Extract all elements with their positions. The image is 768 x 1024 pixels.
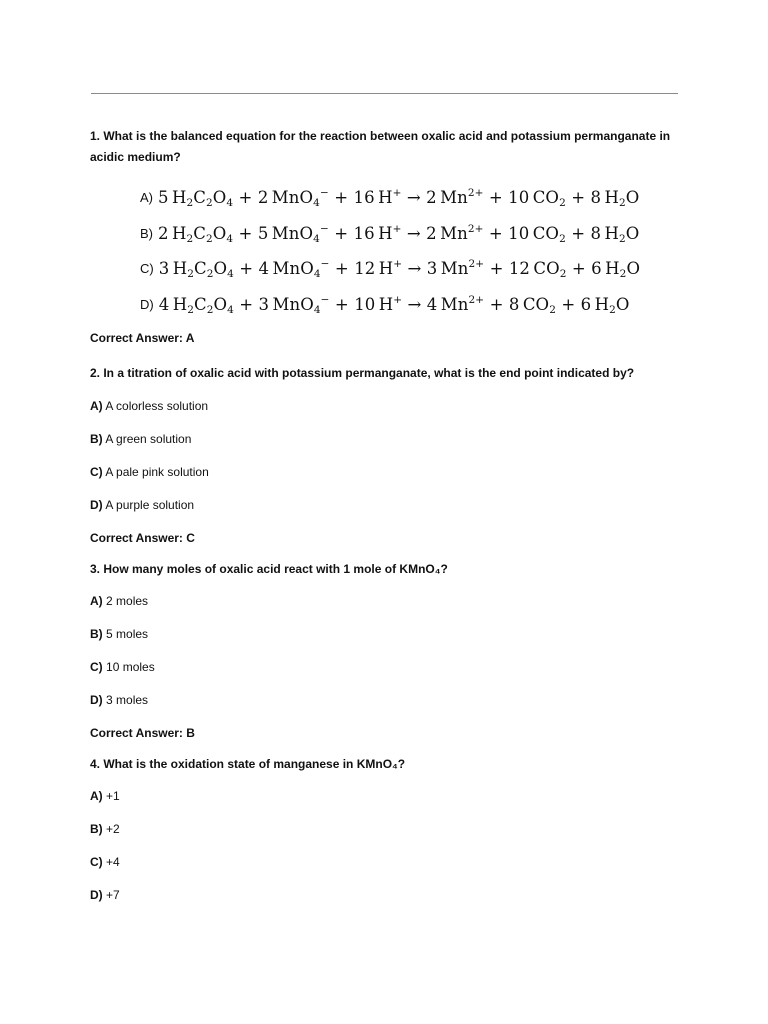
option-text: +7 xyxy=(106,888,120,902)
option-letter: B) xyxy=(90,822,103,836)
option-letter: C) xyxy=(90,855,103,869)
option-letter: C) xyxy=(90,465,103,479)
equation: 2 $H_2C_2O_4 + 5$ MnO$_4$− + 16 H+ → 2 $Mn^{2+} + 10$ $CO_2 + 8$ $H_2O$ xyxy=(158,222,640,245)
question-1-answer: Correct Answer: A xyxy=(90,331,195,345)
option-text: +2 xyxy=(106,822,120,836)
question-2-option-c xyxy=(90,464,682,480)
question-3-option-a xyxy=(90,593,682,609)
question-1-options xyxy=(140,180,682,322)
question-2-answer: Correct Answer: C xyxy=(90,531,195,545)
option-letter: B) xyxy=(140,225,153,241)
equation: 3 $H_2C_2O_4 + 4$ MnO$_4$− + 12 H+ → 3 $Mn^{2+} + 12$ $CO_2 + 6$ $H_2O$ xyxy=(158,258,641,281)
horizontal-rule xyxy=(91,93,678,94)
question-1-option-c xyxy=(140,251,682,287)
question-4-option-d xyxy=(90,887,682,903)
option-text: +4 xyxy=(106,855,120,869)
question-2-option-d xyxy=(90,497,682,513)
option-text: A pale pink solution xyxy=(105,465,209,479)
question-1-option-a xyxy=(140,180,682,216)
option-text: A green solution xyxy=(105,432,192,446)
option-text: +1 xyxy=(106,789,120,803)
quiz-content xyxy=(90,126,682,903)
option-letter: A) xyxy=(90,789,103,803)
option-letter: C) xyxy=(90,660,103,674)
option-text: 2 moles xyxy=(106,594,149,608)
question-3: 3. How many moles of oxalic acid react with 1 mole of KMnO₄? xyxy=(90,562,448,576)
option-letter: D) xyxy=(90,498,103,512)
equation: 4 $H_2C_2O_4 + 3$ MnO$_4$− + 10 H+ → 4 $Mn^{2+} + 8$ $CO_2 + 6$ $H_2O$ xyxy=(158,293,630,316)
option-text: A purple solution xyxy=(105,498,195,512)
option-text: 10 moles xyxy=(106,660,155,674)
question-3-option-d xyxy=(90,692,682,708)
option-letter: B) xyxy=(90,627,103,641)
question-2: 2. In a titration of oxalic acid with potassium permanganate, what is the end point indicated by? xyxy=(90,366,635,380)
option-text: A colorless solution xyxy=(105,399,209,413)
question-2-option-b xyxy=(90,431,682,447)
option-letter: A) xyxy=(90,594,103,608)
question-4-option-c xyxy=(90,854,682,870)
option-letter: B) xyxy=(90,432,103,446)
option-text: 3 moles xyxy=(106,693,149,707)
option-letter: D) xyxy=(90,693,103,707)
equation: 5 $H_2C_2O_4 + 2$ MnO$_4$− + 16 H+ → 2 $Mn^{2+} + 10$ $CO_2 + 8$ $H_2O$ xyxy=(158,187,640,210)
option-letter: A) xyxy=(90,399,103,413)
question-1-option-b xyxy=(140,216,682,252)
option-letter: D) xyxy=(140,296,154,312)
question-4: 4. What is the oxidation state of manganese in KMnO₄? xyxy=(90,757,406,771)
question-3-option-c xyxy=(90,659,682,675)
question-3-answer: Correct Answer: B xyxy=(90,726,195,740)
question-4-option-a xyxy=(90,788,682,804)
option-letter: C) xyxy=(140,261,154,277)
question-4-option-b xyxy=(90,821,682,837)
equation-text-store xyxy=(90,903,91,904)
question-1: 1. What is the balanced equation for the reaction between oxalic acid and potassium permanganate in acidic medium? xyxy=(90,129,671,164)
question-3-option-b xyxy=(90,626,682,642)
question-2-option-a xyxy=(90,398,682,414)
option-text: 5 moles xyxy=(106,627,149,641)
option-letter: D) xyxy=(90,888,103,902)
question-1-option-d xyxy=(140,287,682,323)
option-letter: A) xyxy=(140,190,153,206)
